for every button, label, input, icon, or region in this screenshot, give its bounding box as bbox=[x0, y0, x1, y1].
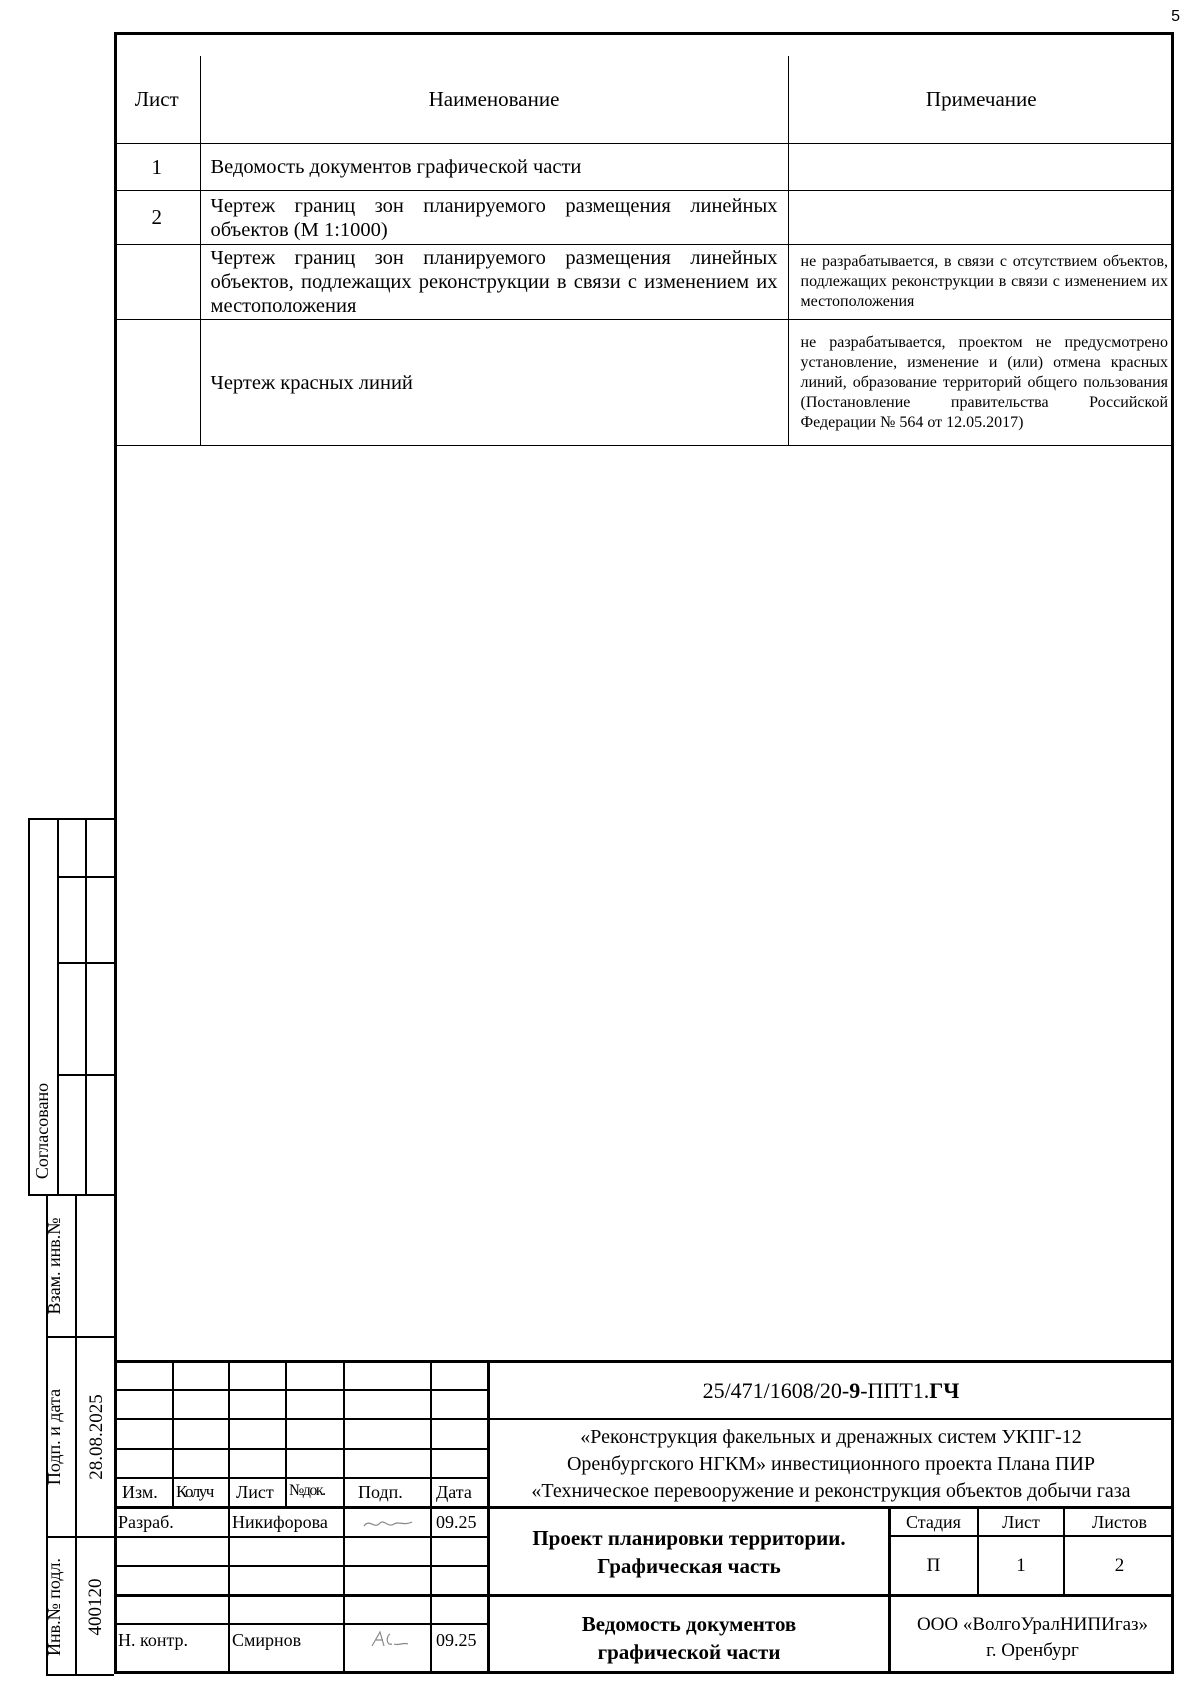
signature-icon bbox=[368, 1628, 412, 1652]
listov-value: 2 bbox=[1114, 1555, 1125, 1576]
inv-podl-label: Инв.№ подл. bbox=[44, 1557, 64, 1657]
header-sheet: Лист bbox=[114, 56, 200, 144]
signature-icon bbox=[360, 1514, 416, 1534]
table-row bbox=[114, 191, 1174, 245]
col-data: Дата bbox=[436, 1482, 472, 1502]
row-name: Чертеж границ зон планируемого размещения линейных объектов, подлежащих реконструкции в связи с изменением их местоположения bbox=[200, 245, 788, 320]
row-sheet: 1 bbox=[114, 144, 200, 191]
col-ndok: №док. bbox=[289, 1482, 325, 1499]
sheet-title: Ведомость документов графической части bbox=[581, 1612, 797, 1664]
row-note: не разрабатывается, проектом не предусмотрено установление, изменение и (или) отмена красных линий, образование территорий общего пользования (Постановление правительства Российской Федерации № 564 от 12.05.2017) bbox=[788, 320, 1174, 446]
col-podp: Подп. bbox=[358, 1482, 403, 1502]
header-name: Наименование bbox=[200, 56, 788, 144]
list-label: Лист bbox=[1002, 1512, 1040, 1532]
row-name: Чертеж красных линий bbox=[200, 320, 788, 446]
podp-data-label: Подп. и дата bbox=[44, 1388, 64, 1486]
row-note: не разрабатывается, в связи с отсутствием объектов, подлежащих реконструкции в связи с изменением их местоположения bbox=[788, 245, 1174, 320]
row-note bbox=[788, 191, 1174, 245]
row-sheet: 2 bbox=[114, 191, 200, 245]
document-title: Проект планировки территории. Графическая часть bbox=[532, 1526, 846, 1578]
table-row bbox=[114, 245, 1174, 320]
header-note: Примечание bbox=[788, 56, 1174, 144]
razrab-label: Разраб. bbox=[118, 1512, 174, 1532]
razrab-date: 09.25 bbox=[436, 1512, 477, 1532]
document-code: 25/471/1608/20-9-ППТ1.ГЧ bbox=[702, 1378, 960, 1403]
nkontr-date: 09.25 bbox=[436, 1630, 477, 1650]
stage-label: Стадия bbox=[906, 1512, 961, 1532]
agreed-label: Согласовано bbox=[32, 1082, 52, 1180]
listov-label: Листов bbox=[1092, 1512, 1147, 1532]
col-koluch: Колуч bbox=[176, 1482, 213, 1501]
organization: ООО «ВолгоУралНИПИгаз» г. Оренбург bbox=[916, 1614, 1149, 1661]
project-description: «Реконструкция факельных и дренажных систем УКПГ-12 Оренбургского НГКМ» инвестиционного проекта Плана ПИР «Техническое перевооружение и реконструкция объектов добычи газа bbox=[531, 1426, 1131, 1502]
nkontr-name: Смирнов bbox=[232, 1630, 302, 1650]
row-note bbox=[788, 144, 1174, 191]
table-row bbox=[114, 144, 1174, 191]
row-name: Ведомость документов графической части bbox=[200, 144, 788, 191]
table-header-row bbox=[114, 56, 1174, 144]
row-sheet bbox=[114, 245, 200, 320]
stage-value: П bbox=[926, 1555, 941, 1576]
inv-value: 400120 bbox=[85, 1578, 106, 1636]
documents-table bbox=[114, 56, 1174, 446]
nkontr-label: Н. контр. bbox=[118, 1630, 189, 1650]
row-name: Чертеж границ зон планируемого размещения линейных объектов (М 1:1000) bbox=[200, 191, 788, 245]
podp-date-value: 28.08.2025 bbox=[86, 1394, 107, 1480]
list-value: 1 bbox=[1016, 1555, 1026, 1576]
razrab-name: Никифорова bbox=[232, 1512, 328, 1532]
table-row bbox=[114, 320, 1174, 446]
col-list: Лист bbox=[236, 1482, 274, 1502]
vzam-label: Взам. инв.№ bbox=[44, 1217, 64, 1315]
row-sheet bbox=[114, 320, 200, 446]
page-number: 5 bbox=[1171, 8, 1180, 25]
col-izm: Изм. bbox=[122, 1482, 158, 1502]
